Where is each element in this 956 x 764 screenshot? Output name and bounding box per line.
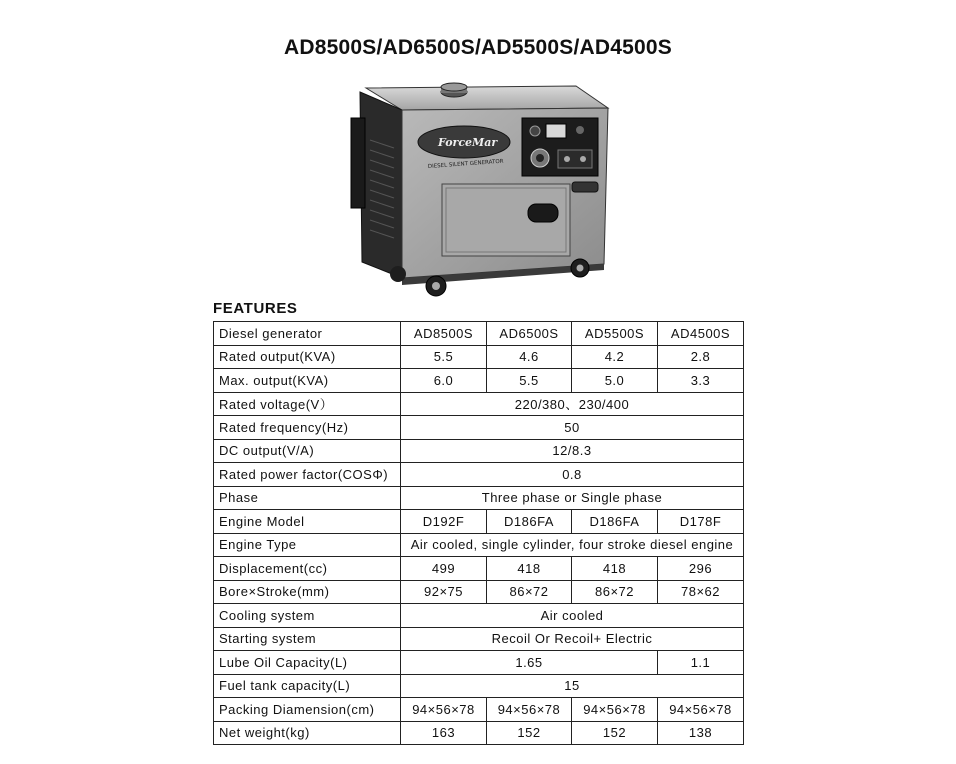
row-label: Bore×Stroke(mm) — [214, 580, 401, 604]
row-label: Packing Diamension(cm) — [214, 698, 401, 722]
table-cell: AD5500S — [572, 322, 658, 346]
row-label: Diesel generator — [214, 322, 401, 346]
table-cell: 94×56×78 — [658, 698, 744, 722]
table-cell: 3.3 — [658, 369, 744, 393]
table-cell: 152 — [487, 721, 572, 745]
table-row — [214, 463, 744, 487]
table-cell: 138 — [658, 721, 744, 745]
table-cell: 499 — [401, 557, 487, 581]
table-row — [214, 392, 744, 416]
row-label: Starting system — [214, 627, 401, 651]
table-row — [214, 416, 744, 440]
table-cell: 5.5 — [487, 369, 572, 393]
spec-table-body — [214, 322, 744, 745]
table-row — [214, 721, 744, 745]
table-cell: AD6500S — [487, 322, 572, 346]
brand-logo-text: ForceMar — [438, 136, 498, 149]
table-row — [214, 604, 744, 628]
table-row — [214, 627, 744, 651]
row-label: Phase — [214, 486, 401, 510]
table-cell: 12/8.3 — [401, 439, 744, 463]
table-row — [214, 674, 744, 698]
row-label: Max. output(KVA) — [214, 369, 401, 393]
table-cell: 78×62 — [658, 580, 744, 604]
row-label: Engine Model — [214, 510, 401, 534]
table-cell: 0.8 — [401, 463, 744, 487]
row-label: DC output(V/A) — [214, 439, 401, 463]
row-label: Engine Type — [214, 533, 401, 557]
table-row — [214, 322, 744, 346]
table-cell: AD4500S — [658, 322, 744, 346]
table-cell: Air cooled, single cylinder, four stroke diesel engine — [401, 533, 744, 557]
table-row — [214, 651, 744, 675]
row-label: Rated frequency(Hz) — [214, 416, 401, 440]
row-label: Net weight(kg) — [214, 721, 401, 745]
table-row — [214, 510, 744, 534]
table-cell: 418 — [487, 557, 572, 581]
table-cell: 163 — [401, 721, 487, 745]
row-label: Cooling system — [214, 604, 401, 628]
table-row — [214, 533, 744, 557]
table-cell: 86×72 — [487, 580, 572, 604]
table-row — [214, 345, 744, 369]
diesel-generator-photo — [336, 80, 626, 300]
row-label: Rated output(KVA) — [214, 345, 401, 369]
table-cell: 94×56×78 — [487, 698, 572, 722]
table-cell: D192F — [401, 510, 487, 534]
table-cell: 6.0 — [401, 369, 487, 393]
table-cell: 5.5 — [401, 345, 487, 369]
table-cell: Recoil Or Recoil+ Electric — [401, 627, 744, 651]
table-cell: 15 — [401, 674, 744, 698]
table-cell: 1.65 — [401, 651, 658, 675]
page-title: AD8500S/AD6500S/AD5500S/AD4500S — [284, 36, 672, 59]
row-label: Lube Oil Capacity(L) — [214, 651, 401, 675]
table-cell: 220/380、230/400 — [401, 392, 744, 416]
table-row — [214, 439, 744, 463]
panel-caption: DIESEL SILENT GENERATOR — [427, 158, 504, 170]
row-label: Rated power factor(COSΦ) — [214, 463, 401, 487]
table-row — [214, 580, 744, 604]
table-row — [214, 486, 744, 510]
table-cell: 152 — [572, 721, 658, 745]
table-cell: 4.6 — [487, 345, 572, 369]
table-cell: 94×56×78 — [401, 698, 487, 722]
spec-table — [213, 321, 744, 745]
table-cell: 92×75 — [401, 580, 487, 604]
table-cell: 2.8 — [658, 345, 744, 369]
row-label: Displacement(cc) — [214, 557, 401, 581]
table-cell: AD8500S — [401, 322, 487, 346]
table-row — [214, 369, 744, 393]
table-row — [214, 698, 744, 722]
table-cell: 296 — [658, 557, 744, 581]
table-cell: 5.0 — [572, 369, 658, 393]
table-cell: 94×56×78 — [572, 698, 658, 722]
table-row — [214, 557, 744, 581]
table-cell: 418 — [572, 557, 658, 581]
table-cell: D178F — [658, 510, 744, 534]
table-cell: 1.1 — [658, 651, 744, 675]
table-cell: D186FA — [487, 510, 572, 534]
row-label: Fuel tank capacity(L) — [214, 674, 401, 698]
table-cell: 4.2 — [572, 345, 658, 369]
row-label: Rated voltage(V） — [214, 392, 401, 416]
features-heading: FEATURES — [213, 300, 298, 317]
table-cell: D186FA — [572, 510, 658, 534]
table-cell: 86×72 — [572, 580, 658, 604]
table-cell: Three phase or Single phase — [401, 486, 744, 510]
table-cell: Air cooled — [401, 604, 744, 628]
table-cell: 50 — [401, 416, 744, 440]
